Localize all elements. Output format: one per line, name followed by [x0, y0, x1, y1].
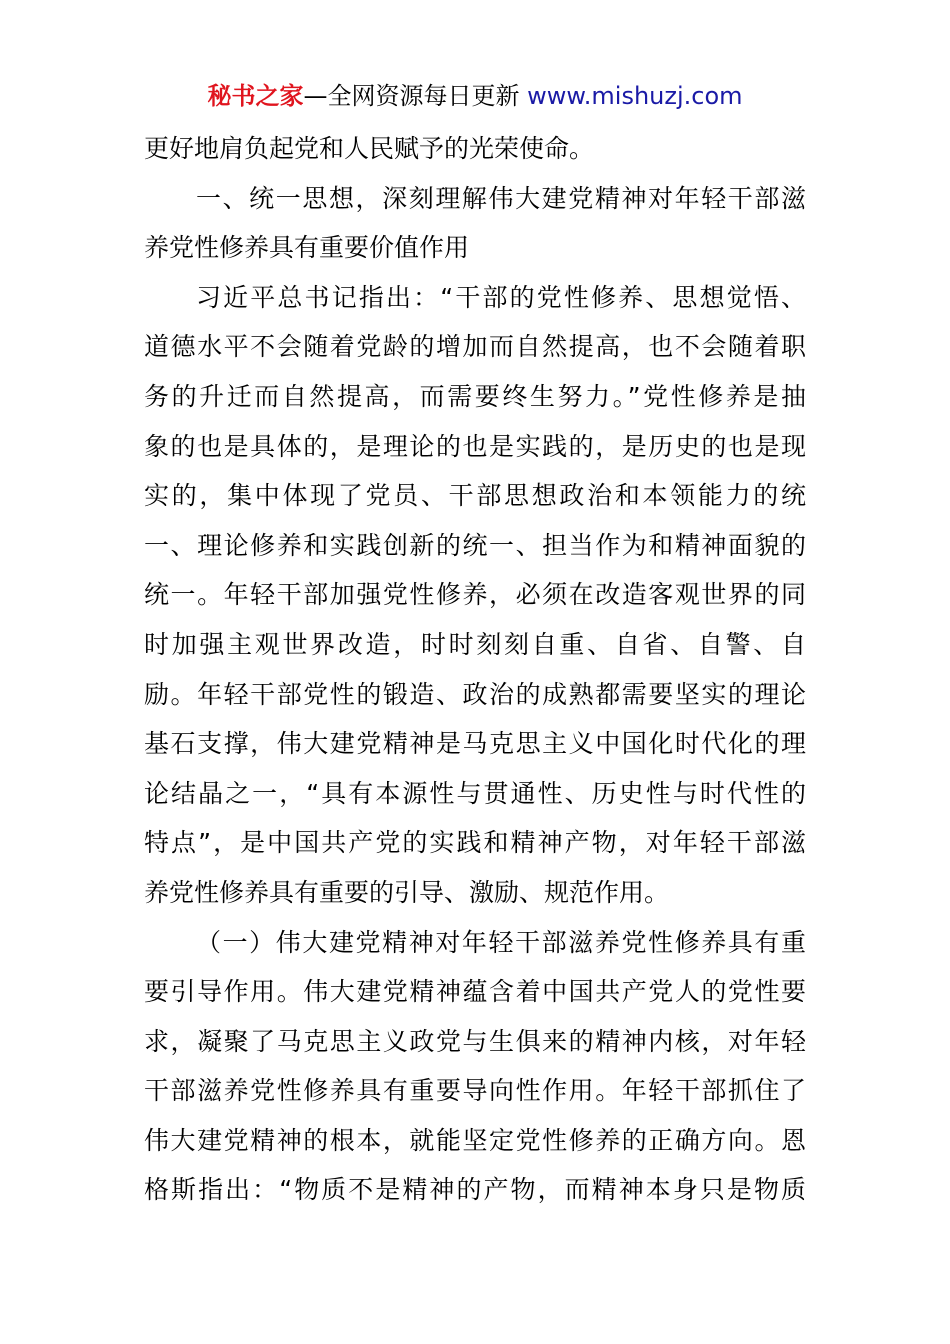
site-url[interactable]: www.mishuzj.com [527, 82, 743, 110]
text-line: 励。年轻干部党性的锻造、政治的成熟都需要坚实的理论 [144, 679, 806, 709]
page-header [0, 78, 950, 114]
section-heading-line: 养党性修养具有重要价值作用 [144, 233, 470, 263]
text-line: 务的升迁而自然提高，而需要终生努力。”党性修养是抽 [144, 381, 806, 411]
text-line: 统一。年轻干部加强党性修养，必须在改造客观世界的同 [144, 580, 806, 610]
section-heading-line: 一、统一思想，深刻理解伟大建党精神对年轻干部滋 [196, 183, 806, 213]
text-line: 基石支撑，伟大建党精神是马克思主义中国化时代化的理 [144, 729, 806, 759]
text-line: 更好地肩负起党和人民赋予的光荣使命。 [144, 134, 595, 163]
text-line: 习近平总书记指出：“干部的党性修养、思想觉悟、 [196, 282, 806, 312]
text-line: 论结晶之一，“具有本源性与贯通性、历史性与时代性的 [144, 778, 806, 808]
text-line: 实的，集中体现了党员、干部思想政治和本领能力的统 [144, 481, 806, 511]
text-line: 格斯指出：“物质不是精神的产物，而精神本身只是物质 [144, 1175, 806, 1205]
text-line: 象的也是具体的，是理论的也是实践的，是历史的也是现 [144, 431, 806, 461]
site-brand: 秘书之家 [207, 82, 304, 110]
site-tagline: —全网资源每日更新 [303, 82, 528, 110]
text-line: 时加强主观世界改造，时时刻刻自重、自省、自警、自 [144, 629, 806, 659]
text-line: 特点”，是中国共产党的实践和精神产物，对年轻干部滋 [144, 828, 806, 858]
text-line: 要引导作用。伟大建党精神蕴含着中国共产党人的党性要 [144, 977, 806, 1007]
text-line: 一、理论修养和实践创新的统一、担当作为和精神面貌的 [144, 530, 806, 560]
text-line: 求，凝聚了马克思主义政党与生俱来的精神内核，对年轻 [144, 1026, 806, 1056]
text-line: 干部滋养党性修养具有重要导向性作用。年轻干部抓住了 [144, 1076, 806, 1106]
text-line: 道德水平不会随着党龄的增加而自然提高，也不会随着职 [144, 332, 806, 362]
document-body [144, 124, 806, 1215]
subsection-line: （一）伟大建党精神对年轻干部滋养党性修养具有重 [196, 927, 806, 957]
text-line: 养党性修养具有重要的引导、激励、规范作用。 [144, 877, 670, 907]
text-line: 伟大建党精神的根本，就能坚定党性修养的正确方向。恩 [144, 1125, 806, 1155]
